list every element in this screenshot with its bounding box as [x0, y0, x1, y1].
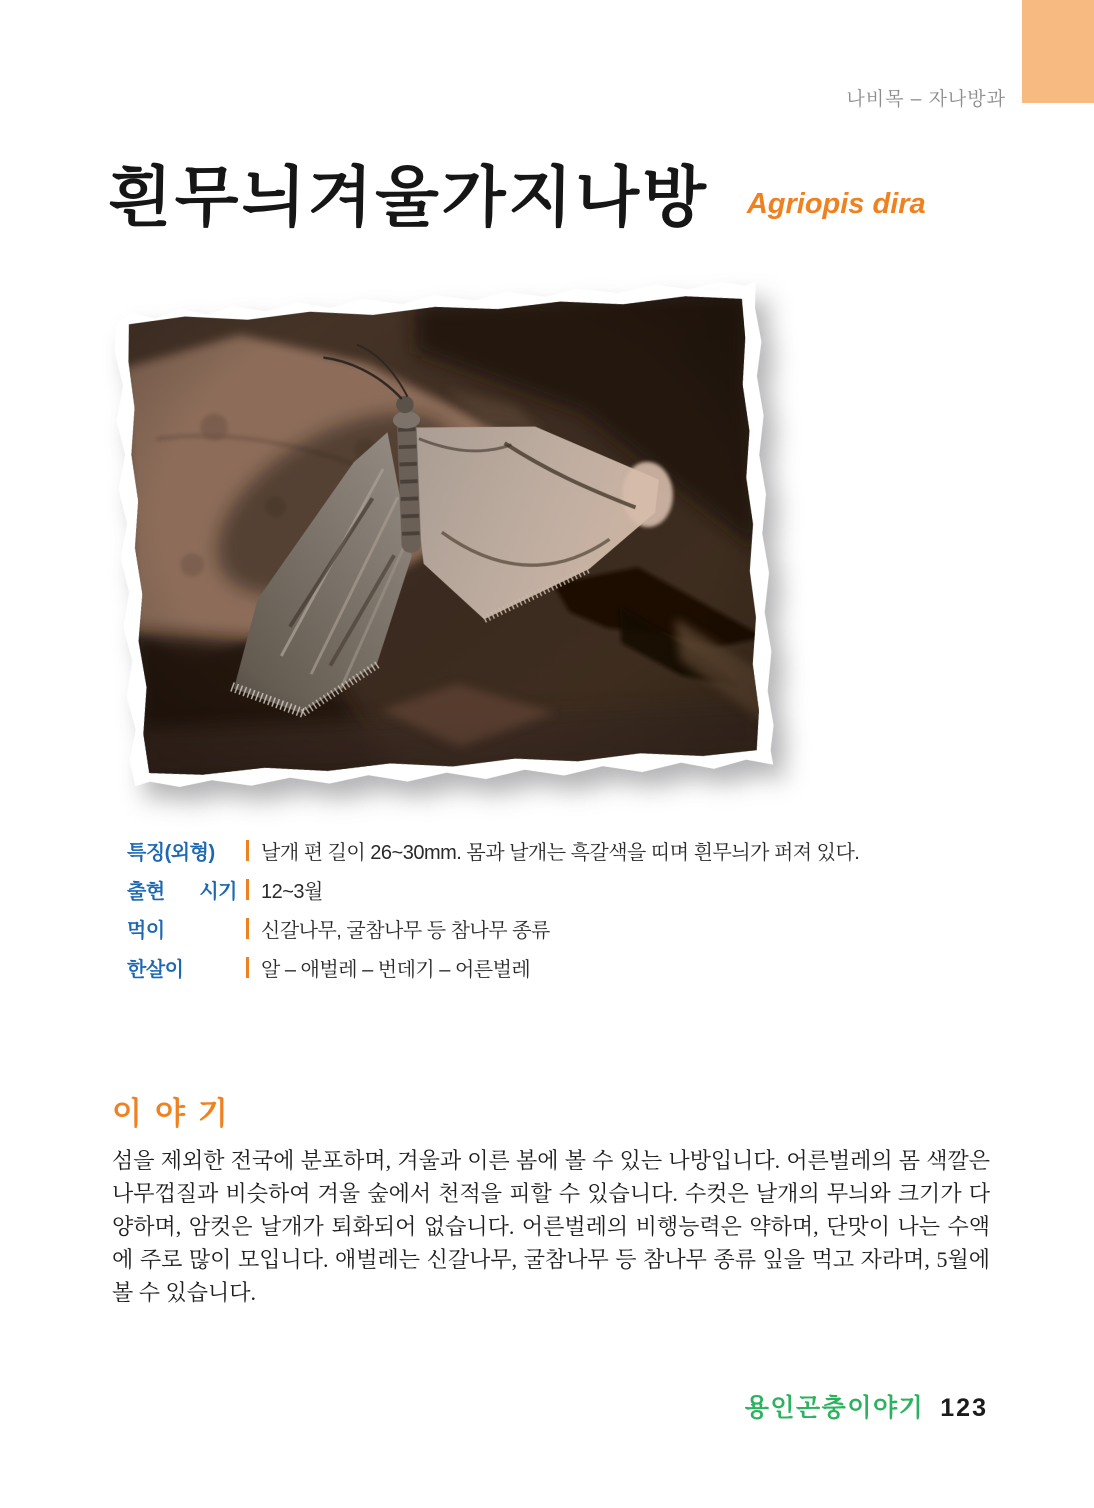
torn-paper-border — [109, 278, 779, 795]
spec-value: 날개 편 길이 26~30mm. 몸과 날개는 흑갈색을 띠며 흰무늬가 퍼져 있다. — [261, 841, 860, 864]
book-logo: 용인곤충이야기 — [744, 1394, 925, 1422]
moth-photo-illustration — [122, 291, 765, 781]
page-footer — [745, 1388, 988, 1424]
species-photo — [122, 291, 765, 781]
spec-row-features — [127, 838, 987, 862]
spec-value: 알 – 애벌레 – 번데기 – 어른벌레 — [261, 958, 531, 981]
species-title-scientific: Agriopis dira — [746, 187, 926, 220]
spec-list — [127, 838, 987, 994]
species-photo-frame — [109, 278, 779, 795]
spec-label: 먹이 — [127, 919, 165, 942]
spec-row-lifecycle — [127, 955, 987, 979]
spec-separator-bar — [246, 840, 249, 861]
spec-value: 12~3월 — [261, 880, 323, 903]
spec-separator-bar — [246, 957, 249, 978]
story-paragraph: 섬을 제외한 전국에 분포하며, 겨울과 이른 봄에 볼 수 있는 나방입니다. 어른벌레의 몸 색깔은 나무껍질과 비슷하여 겨울 숲에서 천적을 피할 수 있습니다. 수컷은 날개의 무늬와 크기가 다양하며, 암컷은 날개가 퇴화되어 없습니다. 어른벌레의 비행능력은 약하며, 단맛이 나는 수액에 주로 많이 모입니다. 애벌레는 신갈나무, 굴참나무 등 참나무 종류 잎을 먹고 자라며, 5월에 볼 수 있습니다. — [112, 1148, 990, 1305]
spec-label: 특징(외형) — [127, 841, 215, 864]
spec-label: 출현 시기 — [127, 880, 237, 903]
corner-tab — [1022, 0, 1094, 103]
page-category: 나비목 – 자나방과 — [846, 89, 1006, 110]
species-title-korean: 흰무늬겨울가지나방 — [107, 160, 710, 234]
spec-separator-bar — [246, 918, 249, 939]
photo-vignette — [122, 291, 765, 781]
spec-row-season — [127, 877, 987, 901]
story-heading: 이야기 — [112, 1096, 241, 1131]
species-title-row — [108, 156, 988, 239]
spec-value: 신갈나무, 굴참나무 등 참나무 종류 — [261, 919, 550, 942]
spec-label: 한살이 — [127, 958, 184, 981]
page-number: 123 — [940, 1394, 988, 1422]
spec-separator-bar — [246, 879, 249, 900]
spec-row-food — [127, 916, 987, 940]
